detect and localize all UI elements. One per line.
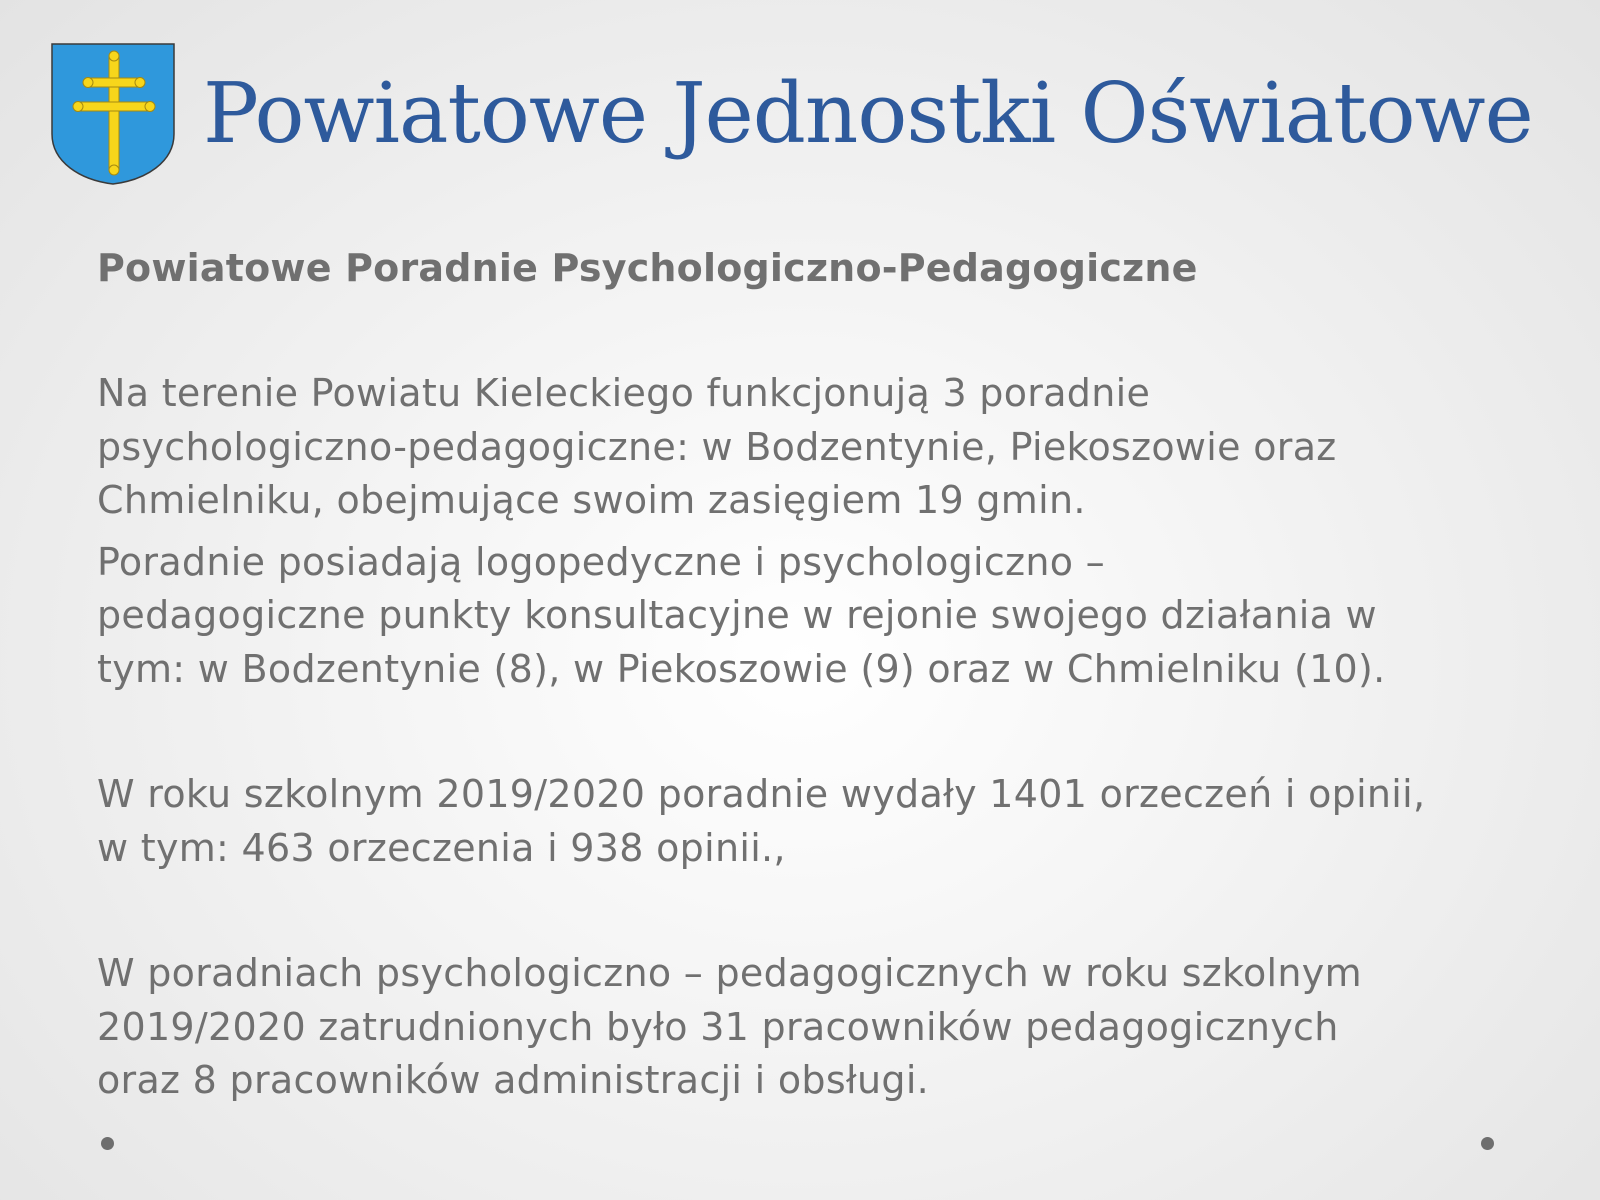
text-line: W roku szkolnym 2019/2020 poradnie wydały 1401 orzeczeń i opinii, xyxy=(97,772,1426,816)
paragraph-consultation-points xyxy=(97,536,1557,697)
text-line: oraz 8 pracowników administracji i obsługi. xyxy=(97,1058,930,1102)
text-line: pedagogiczne punkty konsultacyjne w rejonie swojego działania w xyxy=(97,593,1377,637)
text-line: Na terenie Powiatu Kieleckiego funkcjonują 3 poradnie xyxy=(97,371,1151,415)
paragraph-employees xyxy=(97,947,1557,1108)
decorative-dot-right xyxy=(1481,1137,1494,1150)
coat-of-arms-logo xyxy=(50,42,176,186)
text-line: tym: w Bodzentynie (8), w Piekoszowie (9) oraz w Chmielniku (10). xyxy=(97,646,1386,691)
paragraph-opinions-issued xyxy=(97,768,1557,875)
decorative-dot-left xyxy=(101,1137,114,1150)
slide-body xyxy=(97,244,1557,1108)
text-line: w tym: 463 orzeczenia i 938 opinii., xyxy=(97,825,786,870)
section-heading: Powiatowe Poradnie Psychologiczno-Pedagogiczne xyxy=(97,246,1198,290)
text-line: W poradniach psychologiczno – pedagogicznych w roku szkolnym xyxy=(97,951,1362,995)
text-line: psychologiczno-pedagogiczne: w Bodzentynie, Piekoszowie oraz xyxy=(97,424,1337,469)
text-line: 2019/2020 zatrudnionych było 31 pracowników pedagogicznych xyxy=(97,1004,1339,1049)
text-line: Chmielniku, obejmujące swoim zasięgiem 19 gmin. xyxy=(97,478,1086,522)
slide-title: Powiatowe Jednostki Oświatowe xyxy=(203,65,1533,162)
paragraph-poradnie-count xyxy=(97,367,1557,528)
text-line: Poradnie posiadają logopedyczne i psychologiczno – xyxy=(97,539,1105,584)
